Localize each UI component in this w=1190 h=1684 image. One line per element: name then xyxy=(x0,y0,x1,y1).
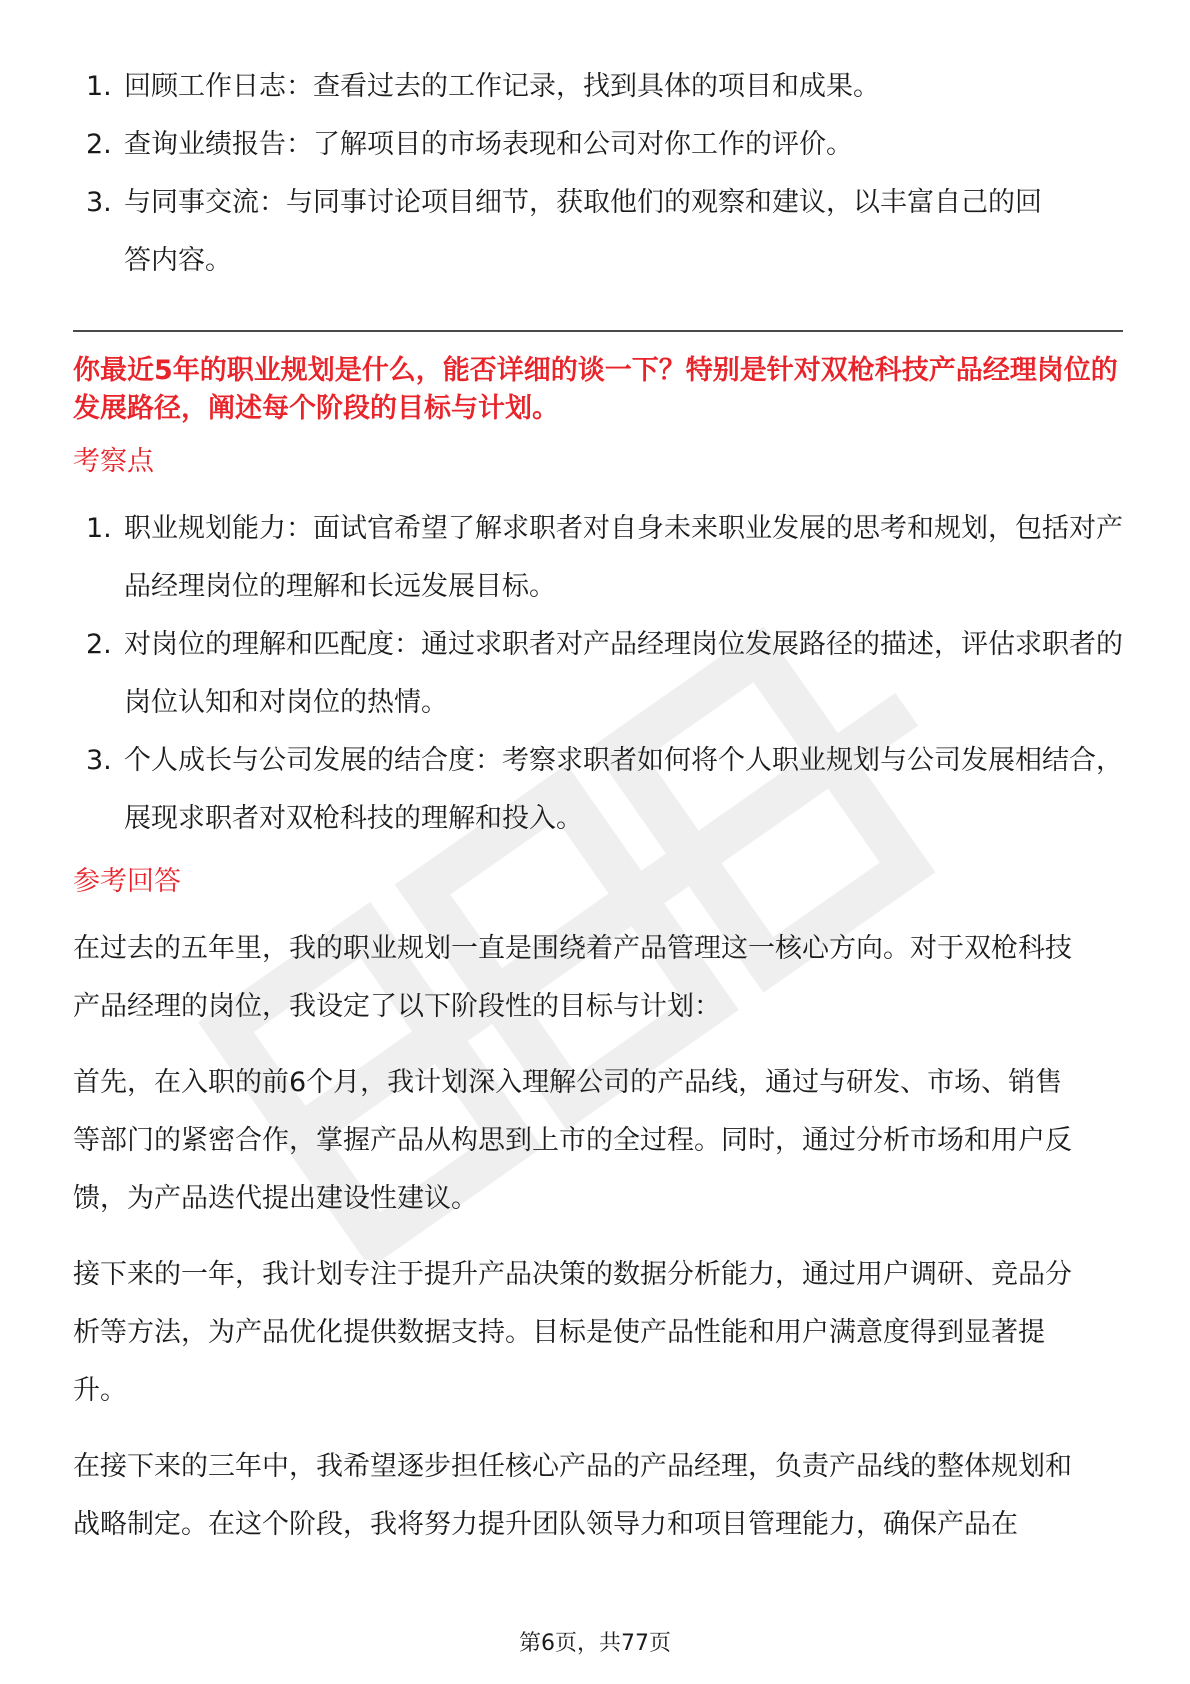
list-item xyxy=(73,616,1124,732)
list-item xyxy=(73,732,1124,848)
list-text: 查询业绩报告：了解项目的市场表现和公司对你工作的评价。 xyxy=(124,129,853,160)
list-item xyxy=(73,500,1124,616)
main-content xyxy=(73,58,1123,1554)
list-number: 2. xyxy=(86,129,112,160)
answer-paragraph: 在过去的五年里，我的职业规划一直是围绕着产品管理这一核心方向。对于双枪科技产品经理的岗位，我设定了以下阶段性的目标与计划： xyxy=(73,933,1072,1022)
question-heading: 你最近5年的职业规划是什么，能否详细的谈一下？特别是针对双枪科技产品经理岗位的发展路径，阐述每个阶段的目标与计划。 xyxy=(73,355,1118,424)
list-item xyxy=(73,174,1044,290)
list-number: 3. xyxy=(86,187,112,218)
section-divider xyxy=(73,330,1123,332)
answer-paragraph: 在接下来的三年中，我希望逐步担任核心产品的产品经理，负责产品线的整体规划和战略制定。在这个阶段，我将努力提升团队领导力和项目管理能力，确保产品在 xyxy=(73,1451,1072,1540)
list-number: 1. xyxy=(86,71,112,102)
list-number: 1. xyxy=(86,513,112,544)
page-footer: 第6页，共77页 xyxy=(519,1631,671,1656)
list-item xyxy=(73,58,1024,116)
answer-paragraph: 接下来的一年，我计划专注于提升产品决策的数据分析能力，通过用户调研、竞品分析等方法，为产品优化提供数据支持。目标是使产品性能和用户满意度得到显著提升。 xyxy=(73,1259,1072,1406)
list-number: 2. xyxy=(86,629,112,660)
list-item xyxy=(73,116,1024,174)
top-list xyxy=(73,58,1123,290)
list-text: 个人成长与公司发展的结合度：考察求职者如何将个人职业规划与公司发展相结合，展现求职者对双枪科技的理解和投入。 xyxy=(124,745,1123,834)
answer-paragraph: 首先，在入职的前6个月，我计划深入理解公司的产品线，通过与研发、市场、销售等部门的紧密合作，掌握产品从构思到上市的全过程。同时，通过分析市场和用户反馈，为产品迭代提出建设性建议。 xyxy=(73,1067,1072,1214)
list-text: 对岗位的理解和匹配度：通过求职者对产品经理岗位发展路径的描述，评估求职者的岗位认知和对岗位的热情。 xyxy=(124,629,1123,718)
list-text: 职业规划能力：面试官希望了解求职者对自身未来职业发展的思考和规划，包括对产品经理岗位的理解和长远发展目标。 xyxy=(124,513,1123,602)
examine-label: 考察点 xyxy=(73,446,154,477)
list-number: 3. xyxy=(86,745,112,776)
list-text: 与同事交流：与同事讨论项目细节，获取他们的观察和建议，以丰富自己的回答内容。 xyxy=(124,187,1042,276)
list-text: 回顾工作日志：查看过去的工作记录，找到具体的项目和成果。 xyxy=(124,71,880,102)
answer-label: 参考回答 xyxy=(73,866,181,897)
examine-list xyxy=(73,500,1123,848)
